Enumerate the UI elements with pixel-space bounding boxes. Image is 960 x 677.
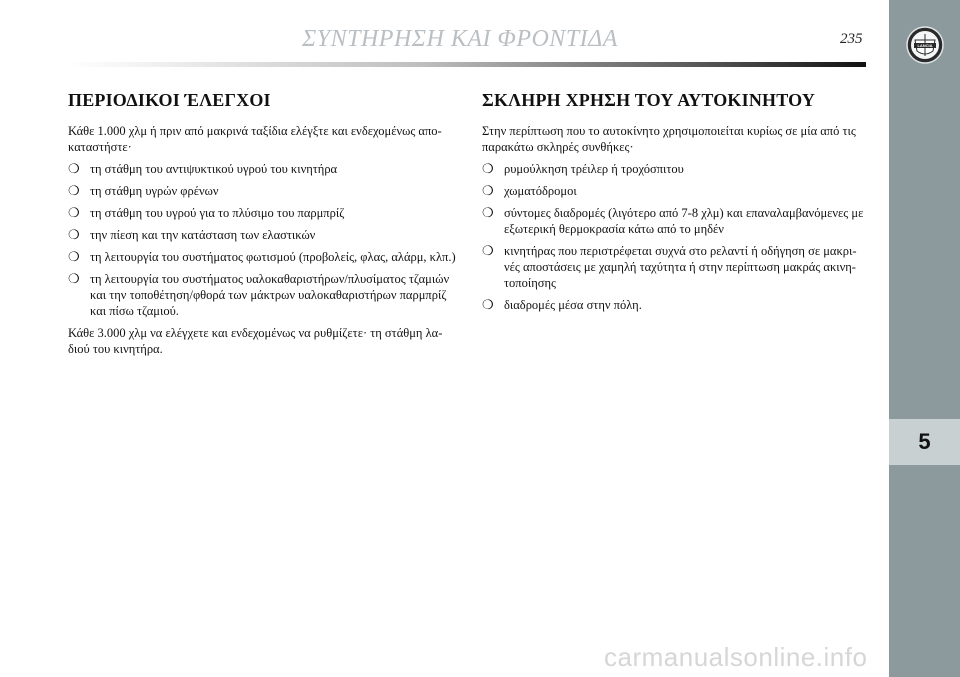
list-item-text: τη στάθμη υγρών φρένων: [90, 184, 219, 198]
periodic-checks-list: [68, 161, 458, 319]
list-item-text: τη στάθμη του υγρού για το πλύσιμο του παρμπρίζ: [90, 206, 345, 220]
bullet-icon: ❍: [482, 297, 494, 312]
bullet-icon: ❍: [68, 227, 80, 242]
list-item-text: κινητήρας που περιστρέφεται συχνά στο ρελαντί ή οδήγηση σε μακρι-νές αποστάσεις με χαμηλή ταχύτητα ή στην περίπτωση μακράς ακινη-τοποίησης: [504, 244, 857, 290]
list-item: [68, 183, 458, 199]
periodic-checks-intro: Κάθε 1.000 χλμ ή πριν από μακρινά ταξίδια ελέγξτε και ενδεχομένως απο-καταστήστε·: [68, 124, 442, 154]
severe-use-list: [482, 161, 872, 313]
bullet-icon: ❍: [482, 161, 494, 176]
chapter-sidebar: [889, 0, 960, 677]
list-item: [482, 243, 872, 291]
list-item-text: ρυμούλκηση τρέιλερ ή τροχόσπιτου: [504, 162, 684, 176]
bullet-icon: ❍: [482, 243, 494, 258]
list-item: [482, 205, 872, 237]
lancia-logo-icon: [906, 26, 944, 64]
list-item-text: τη λειτουργία του συστήματος φωτισμού (προβολείς, φλας, αλάρμ, κλπ.): [90, 250, 456, 264]
periodic-checks-heading: ΠΕΡΙΟΔΙΚΟΙ ΈΛΕΓΧΟΙ: [68, 90, 271, 110]
chapter-tab[interactable]: [889, 419, 960, 465]
list-item: [482, 297, 872, 313]
bullet-icon: ❍: [68, 205, 80, 220]
chapter-number: 5: [918, 429, 931, 454]
list-item-text: τη λειτουργία του συστήματος υαλοκαθαριστήρων/πλυσίματος τζαμιών και την τοποθέτηση/φθορά των μάκτρων υαλοκαθαριστήρων παρμπρίζ και πίσω τζαμιού.: [90, 272, 450, 318]
list-item: [482, 161, 872, 177]
list-item-text: χωματόδρομοι: [504, 184, 577, 198]
bullet-icon: ❍: [68, 183, 80, 198]
list-item: [482, 183, 872, 199]
list-item: [68, 205, 458, 221]
bullet-icon: ❍: [68, 271, 80, 286]
list-item-text: διαδρομές μέσα στην πόλη.: [504, 298, 642, 312]
list-item-text: τη στάθμη του αντιψυκτικού υγρού του κινητήρα: [90, 162, 338, 176]
list-item-text: την πίεση και την κατάσταση των ελαστικών: [90, 228, 316, 242]
section-title: ΣΥΝΤΗΡΗΣΗ ΚΑΙ ΦΡΟΝΤΙΔΑ: [302, 26, 618, 52]
list-item-text: σύντομες διαδρομές (λιγότερο από 7-8 χλμ) και επαναλαμβανόμενες με εξωτερική θερμοκρασία κάτω από το μηδέν: [504, 206, 864, 236]
list-item: [68, 249, 458, 265]
periodic-checks-outro: Κάθε 3.000 χλμ να ελέγχετε και ενδεχομένως να ρυθμίζετε· τη στάθμη λα-διού του κινητήρα.: [68, 326, 443, 356]
watermark: carmanualsonline.info: [604, 642, 868, 672]
periodic-checks-section: [68, 90, 458, 363]
severe-use-section: [482, 90, 872, 319]
logo-text: LANCIA: [917, 43, 933, 48]
bullet-icon: ❍: [68, 161, 80, 176]
bullet-icon: ❍: [482, 183, 494, 198]
page-number: 235: [840, 31, 863, 47]
bullet-icon: ❍: [68, 249, 80, 264]
list-item: [68, 161, 458, 177]
list-item: [68, 227, 458, 243]
severe-use-intro: Στην περίπτωση που το αυτοκίνητο χρησιμοποιείται κυρίως σε μία από τις παρακάτω σκληρές συνθήκες·: [482, 124, 856, 154]
header-divider: [66, 62, 866, 67]
bullet-icon: ❍: [482, 205, 494, 220]
list-item: [68, 271, 458, 319]
severe-use-heading: ΣΚΛΗΡΗ ΧΡΗΣΗ ΤΟΥ ΑΥΤΟΚΙΝΗΤΟΥ: [482, 90, 816, 110]
